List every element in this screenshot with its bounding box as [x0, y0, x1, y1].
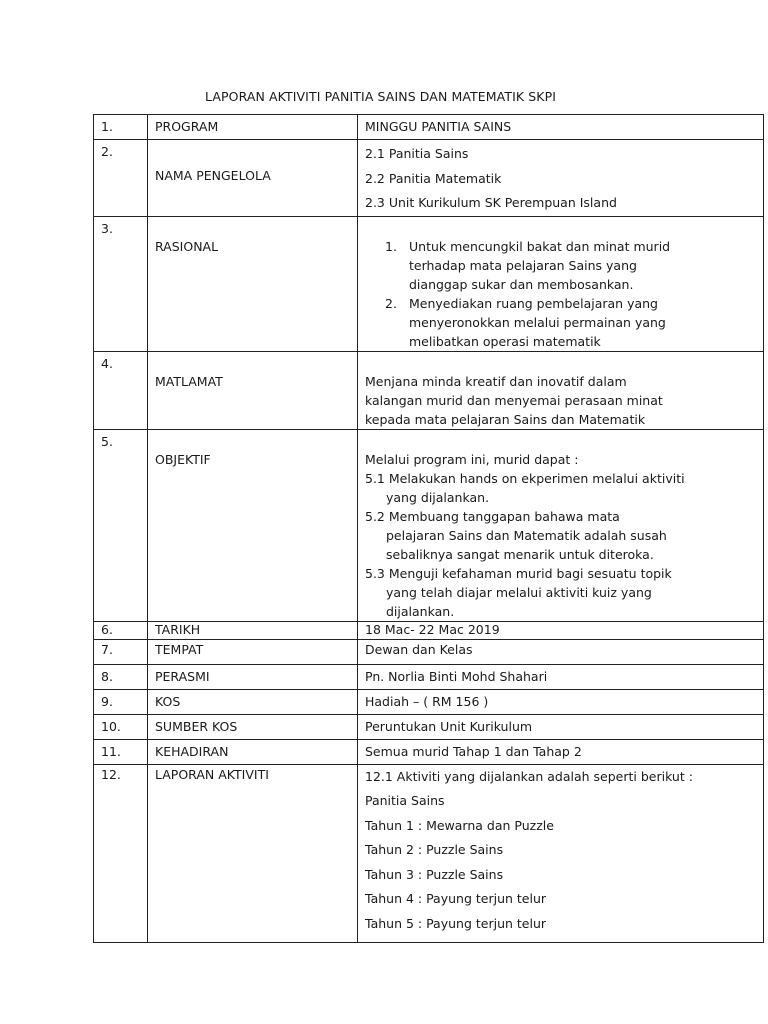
list-text: melibatkan operasi matematik — [409, 333, 601, 349]
row-value — [358, 140, 764, 217]
row-number: 12. — [94, 764, 148, 942]
report-title-text: LAPORAN AKTIVITI PANITIA SAINS DAN MATEMATIK SKPI — [205, 89, 556, 104]
list-text: dijalankan. — [386, 603, 455, 619]
list-text: sebaliknya sangat menarik untuk diteroka. — [386, 546, 654, 562]
row-number: 8. — [94, 664, 148, 689]
text-line: Tahun 4 : Payung terjun telur — [365, 891, 547, 906]
list-item — [365, 237, 756, 294]
list-text: 5.3 Menguji kefahaman murid bagi sesuatu topik — [365, 565, 672, 581]
row-label: SUMBER KOS — [148, 714, 358, 739]
row-value: Pn. Norlia Binti Mohd Shahari — [358, 664, 764, 689]
list-item — [365, 294, 756, 351]
row-program — [94, 115, 764, 140]
row-value — [358, 429, 764, 621]
row-label: KOS — [148, 689, 358, 714]
list-item — [365, 507, 756, 564]
row-label: TARIKH — [148, 621, 358, 639]
row-number: 5. — [94, 429, 148, 621]
list-item: 2.1 Panitia Sains — [365, 146, 469, 161]
row-label: MATLAMAT — [155, 373, 223, 389]
row-number: 9. — [94, 689, 148, 714]
list-item — [365, 469, 756, 507]
row-kehadiran — [94, 739, 764, 764]
row-value: Hadiah – ( RM 156 ) — [358, 689, 764, 714]
row-value — [358, 351, 764, 429]
row-matlamat — [94, 351, 764, 429]
text-line: Tahun 5 : Payung terjun telur — [365, 915, 547, 931]
text-line: Tahun 1 : Mewarna dan Puzzle — [365, 817, 554, 833]
row-objektif — [94, 429, 764, 621]
row-pengelola — [94, 140, 764, 217]
row-laporan-aktiviti — [94, 764, 764, 942]
list-text: 5.1 Melakukan hands on ekperimen melalui aktiviti — [365, 470, 685, 486]
row-label-cell — [148, 216, 358, 351]
text-line: kepada mata pelajaran Sains dan Matematik — [365, 411, 646, 427]
row-label: OBJEKTIF — [155, 451, 211, 467]
row-label: PERASMI — [148, 664, 358, 689]
row-tempat — [94, 639, 764, 664]
list-text: dianggap sukar dan membosankan. — [409, 276, 634, 292]
list-text: pelajaran Sains dan Matematik adalah susah — [386, 527, 667, 543]
row-value: Semua murid Tahap 1 dan Tahap 2 — [358, 739, 764, 764]
list-number: 1. — [385, 238, 397, 254]
row-number: 2. — [94, 140, 148, 217]
row-label: RASIONAL — [155, 238, 219, 254]
row-label: TEMPAT — [148, 639, 358, 664]
row-label-cell — [148, 140, 358, 217]
row-value: Dewan dan Kelas — [358, 639, 764, 664]
list-item — [365, 564, 756, 621]
row-kos — [94, 689, 764, 714]
row-perasmi — [94, 664, 764, 689]
row-number: 3. — [94, 216, 148, 351]
row-label-cell — [148, 351, 358, 429]
list-text: Menyediakan ruang pembelajaran yang — [409, 295, 658, 311]
list-item: 2.2 Panitia Matematik — [365, 170, 502, 186]
row-value: MINGGU PANITIA SAINS — [358, 115, 764, 140]
row-value — [358, 764, 764, 942]
list-item: 2.3 Unit Kurikulum SK Perempuan Island — [365, 195, 617, 210]
list-text: Untuk mencungkil bakat dan minat murid — [409, 238, 671, 254]
row-label-cell — [148, 429, 358, 621]
list-text: 5.2 Membuang tanggapan bahawa mata — [365, 508, 620, 524]
text-line: Tahun 2 : Puzzle Sains — [365, 842, 504, 857]
row-number: 4. — [94, 351, 148, 429]
row-rasional — [94, 216, 764, 351]
row-tarikh — [94, 621, 764, 639]
row-value: 18 Mac- 22 Mac 2019 — [358, 621, 764, 639]
row-sumber-kos — [94, 714, 764, 739]
list-text: yang telah diajar melalui aktiviti kuiz yang — [386, 584, 652, 600]
objektif-intro: Melalui program ini, murid dapat : — [365, 451, 579, 467]
list-number: 2. — [385, 295, 397, 311]
text-line: kalangan murid dan menyemai perasaan minat — [365, 392, 663, 408]
row-label: KEHADIRAN — [148, 739, 358, 764]
list-text: menyeronokkan melalui permainan yang — [409, 314, 666, 330]
row-label: NAMA PENGELOLA — [155, 168, 271, 183]
row-value — [358, 216, 764, 351]
text-line: Menjana minda kreatif dan inovatif dalam — [365, 373, 627, 389]
row-number: 1. — [94, 115, 148, 140]
row-number: 6. — [94, 621, 148, 639]
text-line: 12.1 Aktiviti yang dijalankan adalah seperti berikut : — [365, 768, 693, 784]
row-number: 11. — [94, 739, 148, 764]
row-value: Peruntukan Unit Kurikulum — [358, 714, 764, 739]
list-text: terhadap mata pelajaran Sains yang — [409, 257, 637, 273]
row-number: 10. — [94, 714, 148, 739]
report-title — [0, 89, 768, 104]
text-line: Panitia Sains — [365, 793, 445, 808]
row-label: PROGRAM — [148, 115, 358, 140]
report-table — [93, 114, 764, 943]
row-label: LAPORAN AKTIVITI — [148, 764, 358, 942]
row-number: 7. — [94, 639, 148, 664]
text-line: Tahun 3 : Puzzle Sains — [365, 866, 504, 882]
list-text: yang dijalankan. — [386, 489, 490, 505]
